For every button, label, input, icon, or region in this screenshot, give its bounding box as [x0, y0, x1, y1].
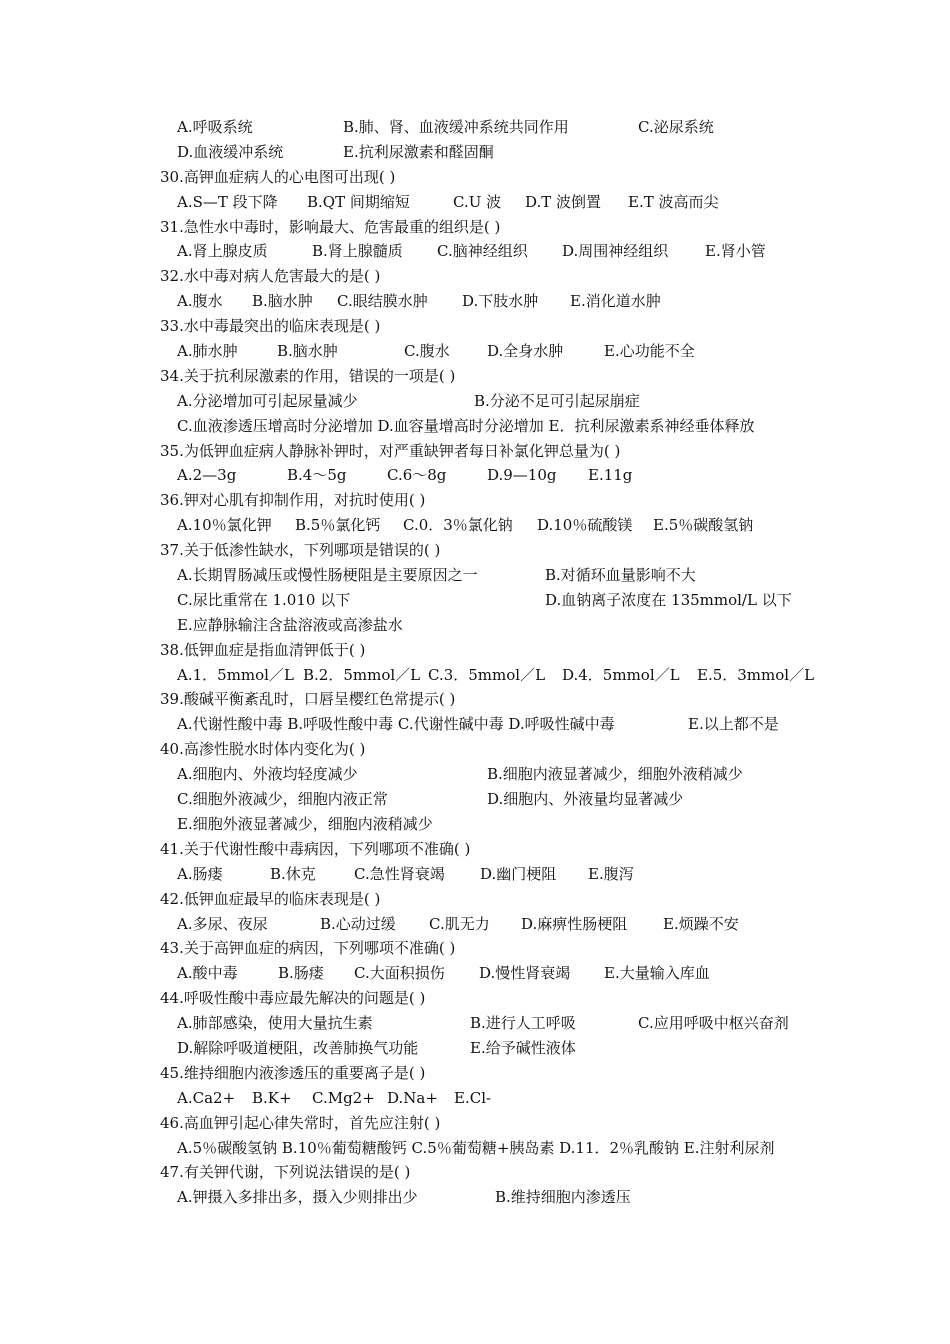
- answer-option: A.S—T 段下降: [177, 192, 278, 211]
- option-row: [0, 190, 950, 215]
- answer-option: D.麻痹性肠梗阻: [521, 914, 628, 933]
- question-text: 41.关于代谢性酸中毒病因，下列哪项不准确( ): [160, 839, 471, 858]
- option-row: [0, 239, 950, 264]
- question-text: 33.水中毒最突出的临床表现是( ): [160, 317, 381, 336]
- answer-option: E.给予碱性液体: [470, 1038, 576, 1057]
- answer-option: A.肠瘘: [177, 864, 223, 883]
- answer-option: C.急性肾衰竭: [354, 864, 445, 883]
- question-text: 44.呼吸性酸中毒应最先解决的问题是( ): [160, 989, 426, 1008]
- option-row: [0, 513, 950, 538]
- answer-option: B.细胞内液显著减少，细胞外液稍减少: [487, 765, 743, 784]
- answer-option: B.肺、肾、血液缓冲系统共同作用: [343, 118, 569, 136]
- answer-option: D.血钠离子浓度在 135mmol/L 以下: [545, 590, 792, 609]
- question-text: 36.钾对心肌有抑制作用，对抗时使用( ): [160, 491, 426, 510]
- answer-option: C.泌尿系统: [638, 118, 714, 136]
- option-row: [0, 912, 950, 937]
- option-row: [0, 762, 950, 787]
- answer-option: B.进行人工呼吸: [470, 1014, 576, 1033]
- answer-option: C.3．5mmol／L: [428, 665, 546, 684]
- answer-option: E.心功能不全: [604, 342, 695, 361]
- answer-option: C.细胞外液减少，细胞内液正常: [177, 790, 388, 809]
- answer-option: D.血液缓冲系统: [177, 142, 284, 161]
- question-text: 39.酸碱平衡紊乱时，口唇呈樱红色常提示( ): [160, 690, 456, 709]
- option-row: [0, 787, 950, 812]
- answer-option: A.酸中毒: [177, 964, 238, 983]
- answer-option: C.0．3％氯化钠: [403, 516, 513, 535]
- answer-option: B.肠瘘: [278, 964, 324, 983]
- answer-option: E.烦躁不安: [663, 914, 739, 933]
- option-row: [0, 1036, 950, 1061]
- answer-option: A.钾摄入多排出多，摄入少则排出少: [177, 1188, 418, 1207]
- answer-option: E.以上都不是: [688, 715, 779, 734]
- option-row: [0, 463, 950, 488]
- answer-option: A.细胞内、外液均轻度减少: [177, 765, 358, 784]
- answer-option: B.2．5mmol／L: [303, 665, 421, 684]
- option-row: [0, 1086, 950, 1111]
- answer-option: C.大面积损伤: [354, 964, 445, 983]
- question-text: 47.有关钾代谢，下列说法错误的是( ): [160, 1163, 411, 1182]
- answer-option: B.分泌不足可引起尿崩症: [474, 391, 640, 410]
- answer-option: C.脑神经组织: [437, 242, 528, 261]
- answer-option: A.呼吸系统: [177, 118, 253, 136]
- answer-option: E.Cl-: [454, 1088, 492, 1107]
- answer-option: A.多尿、夜尿: [177, 914, 268, 933]
- answer-option: D.4．5mmol／L: [562, 665, 680, 684]
- answer-option: A.肺水肿: [177, 342, 238, 361]
- answer-option: E.11g: [588, 466, 633, 485]
- answer-option: B.4～5g: [287, 466, 347, 485]
- question-text: 40.高渗性脱水时体内变化为( ): [160, 740, 366, 759]
- answer-option: C.腹水: [404, 342, 450, 361]
- question-text: 38.低钾血症是指血清钾低于( ): [160, 640, 366, 659]
- answer-option: E.细胞外液显著减少，细胞内液稍减少: [177, 814, 433, 833]
- answer-option: A.腹水: [177, 292, 223, 311]
- answer-option: B.5％氯化钙: [295, 516, 381, 535]
- option-row: [0, 339, 950, 364]
- answer-option: A.1．5mmol／L: [177, 665, 294, 684]
- answer-option: B.QT 间期缩短: [307, 192, 410, 211]
- answer-option: A.肺部感染，使用大量抗生素: [177, 1014, 373, 1033]
- answer-option: B.对循环血量影响不大: [545, 566, 696, 585]
- answer-option: A.Ca2+: [177, 1088, 236, 1107]
- answer-option: A.5％碳酸氢钠 B.10％葡萄糖酸钙 C.5％葡萄糖+胰岛素 D.11．2％乳酸钠 E.注射利尿剂: [177, 1138, 775, 1157]
- answer-option: D.全身水肿: [487, 342, 564, 361]
- answer-option: D.慢性肾衰竭: [479, 964, 571, 983]
- answer-option: D.周围神经组织: [562, 242, 669, 261]
- question-text: 37.关于低渗性缺水，下列哪项是错误的( ): [160, 541, 441, 560]
- option-row: [0, 862, 950, 887]
- answer-option: C.肌无力: [429, 914, 490, 933]
- answer-option: A.10％氯化钾: [177, 516, 272, 535]
- answer-option: C.血液渗透压增高时分泌增加 D.血容量增高时分泌增加 E．抗利尿激素系神经垂体释放: [177, 416, 755, 435]
- question-text: 31.急性水中毒时，影响最大、危害最重的组织是( ): [160, 217, 501, 236]
- answer-option: D.10％硫酸镁: [537, 516, 633, 535]
- question-text: 34.关于抗利尿激素的作用，错误的一项是( ): [160, 366, 456, 385]
- answer-option: C.Mg2+: [312, 1088, 375, 1107]
- answer-option: D.解除呼吸道梗阻，改善肺换气功能: [177, 1038, 419, 1057]
- answer-option: E.肾小管: [705, 242, 766, 261]
- answer-option: B.肾上腺髓质: [312, 242, 403, 261]
- option-row: [0, 414, 950, 439]
- answer-option: D.T 波倒置: [525, 192, 602, 211]
- option-row: [0, 140, 950, 165]
- answer-option: E.应静脉输注含盐溶液或高渗盐水: [177, 615, 403, 634]
- answer-option: D.幽门梗阻: [480, 864, 557, 883]
- option-row: [0, 588, 950, 613]
- question-text: 45.维持细胞内液渗透压的重要离子是( ): [160, 1063, 426, 1082]
- answer-option: B.心动过缓: [320, 914, 396, 933]
- question-text: 43.关于高钾血症的病因，下列哪项不准确( ): [160, 939, 456, 958]
- answer-option: D.Na+: [387, 1088, 438, 1107]
- answer-option: D.细胞内、外液量均显著减少: [487, 790, 684, 809]
- exam-document: [0, 115, 950, 1210]
- answer-option: E.T 波高而尖: [628, 192, 719, 211]
- option-row: [0, 961, 950, 986]
- answer-option: A.分泌增加可引起尿量减少: [177, 391, 358, 410]
- question-text: 35.为低钾血症病人静脉补钾时，对严重缺钾者每日补氯化钾总量为( ): [160, 441, 621, 460]
- answer-option: E.5％碳酸氢钠: [653, 516, 754, 535]
- answer-option: C.6～8g: [387, 466, 447, 485]
- question-text: 46.高血钾引起心律失常时，首先应注射( ): [160, 1113, 441, 1132]
- answer-option: B.休克: [270, 864, 316, 883]
- question-text: 42.低钾血症最早的临床表现是( ): [160, 889, 381, 908]
- option-row: [0, 712, 950, 737]
- answer-option: A.长期胃肠减压或慢性肠梗阻是主要原因之一: [177, 566, 478, 585]
- answer-option: E.抗利尿激素和醛固酮: [343, 142, 494, 161]
- option-row: [0, 812, 950, 837]
- question-text: 32.水中毒对病人危害最大的是( ): [160, 267, 381, 286]
- answer-option: C.应用呼吸中枢兴奋剂: [638, 1014, 789, 1033]
- answer-option: B.维持细胞内渗透压: [495, 1188, 631, 1207]
- question-text: 30.高钾血症病人的心电图可出现( ): [160, 167, 396, 186]
- option-row: [0, 389, 950, 414]
- option-row: [0, 1136, 950, 1161]
- answer-option: B.K+: [252, 1088, 292, 1107]
- answer-option: A.2—3g: [177, 466, 237, 485]
- option-row: [0, 1011, 950, 1036]
- option-row: [0, 289, 950, 314]
- answer-option: A.代谢性酸中毒 B.呼吸性酸中毒 C.代谢性碱中毒 D.呼吸性碱中毒: [177, 715, 615, 734]
- option-row: [0, 563, 950, 588]
- answer-option: C.尿比重常在 1.010 以下: [177, 590, 351, 609]
- answer-option: E.大量输入库血: [604, 964, 710, 983]
- answer-option: E.腹泻: [588, 864, 634, 883]
- answer-option: B.脑水肿: [252, 292, 313, 311]
- answer-option: C.U 波: [453, 192, 502, 211]
- option-row: [0, 663, 950, 688]
- answer-option: E.消化道水肿: [570, 292, 661, 311]
- answer-option: D.9—10g: [487, 466, 557, 485]
- answer-option: E.5．3mmol／L: [697, 665, 815, 684]
- option-row: [0, 115, 950, 140]
- option-row: [0, 1185, 950, 1210]
- option-row: [0, 613, 950, 638]
- answer-option: A.肾上腺皮质: [177, 242, 268, 261]
- answer-option: B.脑水肿: [277, 342, 338, 361]
- answer-option: C.眼结膜水肿: [337, 292, 428, 311]
- answer-option: D.下肢水肿: [462, 292, 539, 311]
